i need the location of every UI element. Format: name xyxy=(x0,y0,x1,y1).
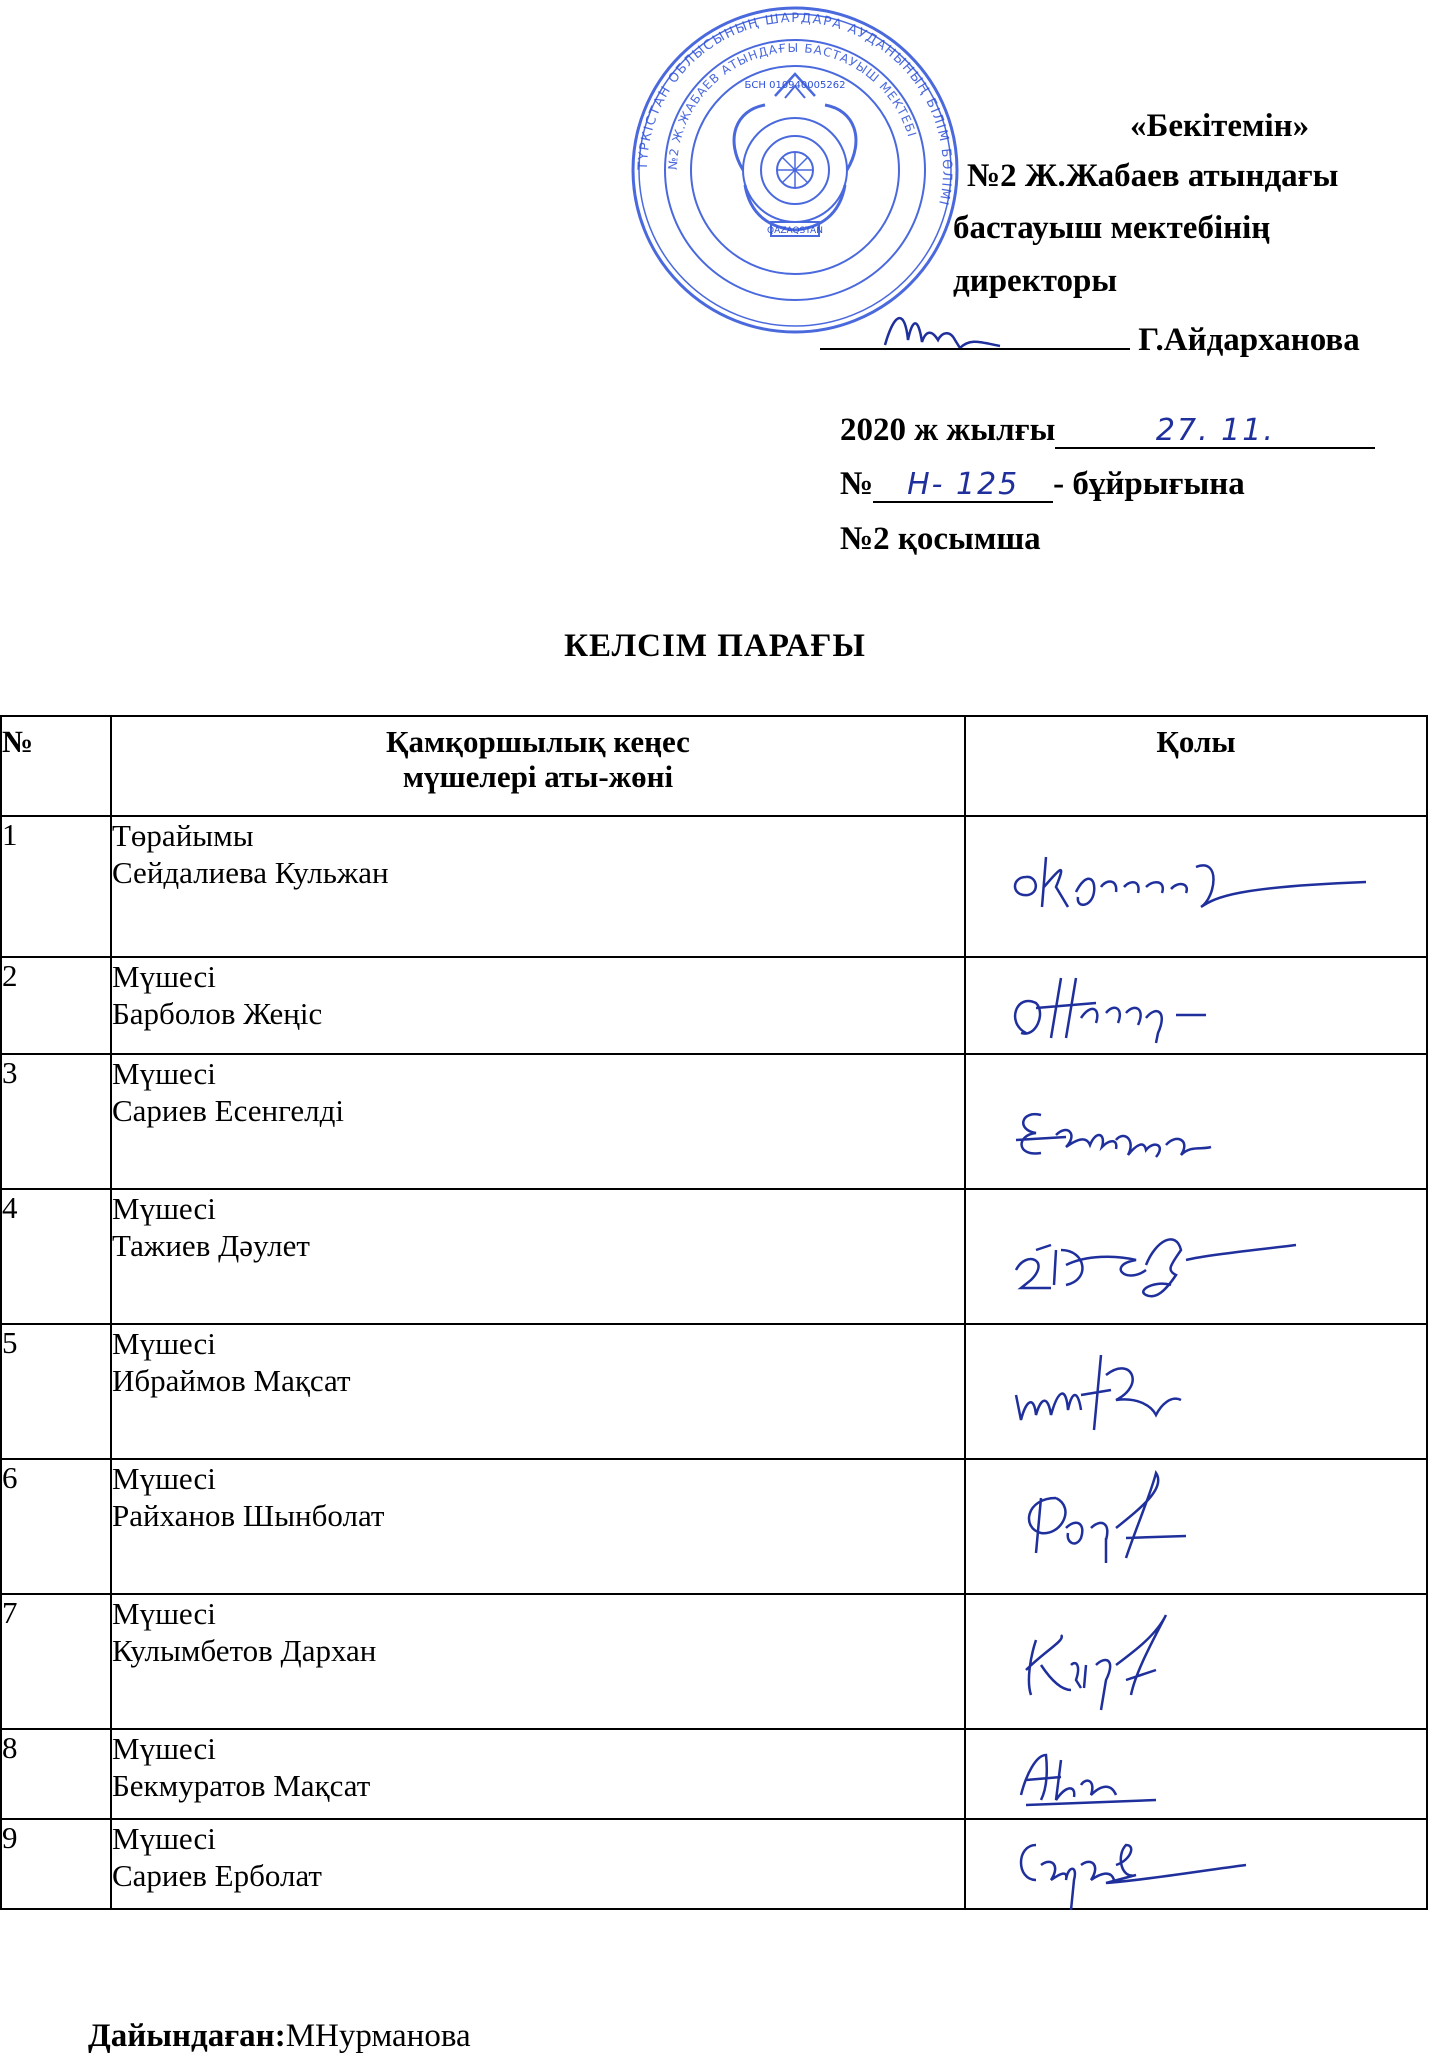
member-name: Райханов Шынболат xyxy=(112,1498,385,1534)
table-row xyxy=(1,1189,1427,1324)
row-number: 2 xyxy=(1,957,111,1054)
approval-school-line1: №2 Ж.Жабаев атындағы xyxy=(967,158,1339,194)
header-num: № xyxy=(1,716,111,816)
order-suffix: - бұйрығына xyxy=(1053,466,1245,502)
svg-text:№2 Ж.ЖАБАЕВ АТЫНДАҒЫ БАСТАУЫШ xyxy=(666,41,919,170)
member-role: Мүшесі xyxy=(112,1056,216,1091)
stamp-id-text: БСН 010940005262 xyxy=(744,80,846,91)
header-sign: Қолы xyxy=(965,716,1427,816)
member-name: Сариев Ерболат xyxy=(112,1858,322,1894)
official-stamp xyxy=(625,0,965,340)
order-year-label: 2020 ж жылғы xyxy=(840,412,1056,448)
members-table xyxy=(0,715,1428,1910)
member-cell xyxy=(111,1324,965,1459)
row-number: 9 xyxy=(1,1819,111,1909)
table-row xyxy=(1,1819,1427,1909)
member-cell xyxy=(111,1729,965,1819)
row-number: 3 xyxy=(1,1054,111,1189)
member-signature xyxy=(1006,1210,1306,1310)
order-number-line xyxy=(840,468,1245,503)
member-signature xyxy=(1006,837,1386,937)
member-name: Барболов Жеңіс xyxy=(112,996,323,1032)
member-name: Ибраймов Мақсат xyxy=(112,1363,351,1399)
order-number-handwritten: Н- 125 xyxy=(907,467,1020,502)
row-number: 5 xyxy=(1,1324,111,1459)
member-name: Сариев Есенгелді xyxy=(112,1093,345,1129)
member-name: Бекмуратов Мақсат xyxy=(112,1768,371,1804)
member-signature xyxy=(1006,1095,1266,1175)
signature-cell xyxy=(965,957,1427,1054)
member-cell xyxy=(111,957,965,1054)
member-role: Төрайымы xyxy=(112,818,254,853)
director-signature-line xyxy=(820,318,1360,357)
approval-position: директоры xyxy=(953,263,1118,299)
document-title: КЕЛСІМ ПАРАҒЫ xyxy=(564,628,866,664)
signature-cell xyxy=(965,1729,1427,1819)
appendix-label: №2 қосымша xyxy=(840,521,1041,557)
member-role: Мүшесі xyxy=(112,1326,216,1361)
member-cell xyxy=(111,1189,965,1324)
row-number: 7 xyxy=(1,1594,111,1729)
member-signature xyxy=(1006,1610,1246,1720)
approval-school-line2: бастауыш мектебінің xyxy=(953,210,1271,246)
member-signature xyxy=(1006,1335,1246,1445)
member-signature xyxy=(1006,1825,1266,1935)
signature-cell xyxy=(965,816,1427,957)
table-row xyxy=(1,1459,1427,1594)
member-signature xyxy=(1006,1735,1226,1815)
member-name: Тажиев Дәулет xyxy=(112,1228,310,1264)
stamp-inner-text: №2 Ж.ЖАБАЕВ АТЫНДАҒЫ БАСТАУЫШ МЕКТЕБІ xyxy=(665,40,920,171)
signature-cell xyxy=(965,1459,1427,1594)
order-date-line xyxy=(840,414,1375,449)
member-role: Мүшесі xyxy=(112,1596,216,1631)
member-role: Мүшесі xyxy=(112,1731,216,1766)
table-row xyxy=(1,957,1427,1054)
member-role: Мүшесі xyxy=(112,1191,216,1226)
member-role: Мүшесі xyxy=(112,1461,216,1496)
signature-cell xyxy=(965,1324,1427,1459)
member-role: Мүшесі xyxy=(112,959,216,994)
member-signature xyxy=(1006,963,1266,1053)
table-row xyxy=(1,1324,1427,1459)
signature-cell xyxy=(965,1594,1427,1729)
table-row xyxy=(1,1729,1427,1819)
table-row xyxy=(1,1054,1427,1189)
table-row xyxy=(1,816,1427,957)
header-name-line2: мүшелері аты-жөні xyxy=(402,758,674,794)
signature-cell xyxy=(965,1054,1427,1189)
member-cell xyxy=(111,816,965,957)
order-date-handwritten: 27. 11. xyxy=(1155,413,1275,448)
signature-cell xyxy=(965,1189,1427,1324)
header-name-line1: Қамқоршылық кеңес xyxy=(386,724,690,759)
row-number: 8 xyxy=(1,1729,111,1819)
member-role: Мүшесі xyxy=(112,1821,216,1856)
row-number: 1 xyxy=(1,816,111,957)
stamp-outer-text: ТҮРКІСТАН ОБЛЫСЫНЫҢ ШАРДАРА АУДАНЫНЫҢ БІЛІМ БӨЛІМІ xyxy=(635,10,955,208)
row-number: 6 xyxy=(1,1459,111,1594)
table-header-row xyxy=(1,716,1427,816)
signature-cell xyxy=(965,1819,1427,1909)
director-name: Г.Айдарханова xyxy=(1138,322,1360,358)
member-signature xyxy=(1006,1468,1246,1583)
member-cell xyxy=(111,1819,965,1909)
prepared-by-author: МНурманова xyxy=(285,2018,471,2054)
member-cell xyxy=(111,1054,965,1189)
order-prefix: № xyxy=(840,466,874,502)
member-cell xyxy=(111,1594,965,1729)
member-name: Сейдалиева Кульжан xyxy=(112,855,389,891)
prepared-by xyxy=(88,2018,471,2055)
prepared-by-label: Дайындаған: xyxy=(88,2018,286,2054)
header-name xyxy=(111,716,965,816)
table-row xyxy=(1,1594,1427,1729)
row-number: 4 xyxy=(1,1189,111,1324)
stamp-center-text: QAZAQSTAN xyxy=(767,226,823,236)
member-cell xyxy=(111,1459,965,1594)
member-name: Кулымбетов Дархан xyxy=(112,1633,377,1669)
approval-title: «Бекітемін» xyxy=(1130,108,1310,144)
